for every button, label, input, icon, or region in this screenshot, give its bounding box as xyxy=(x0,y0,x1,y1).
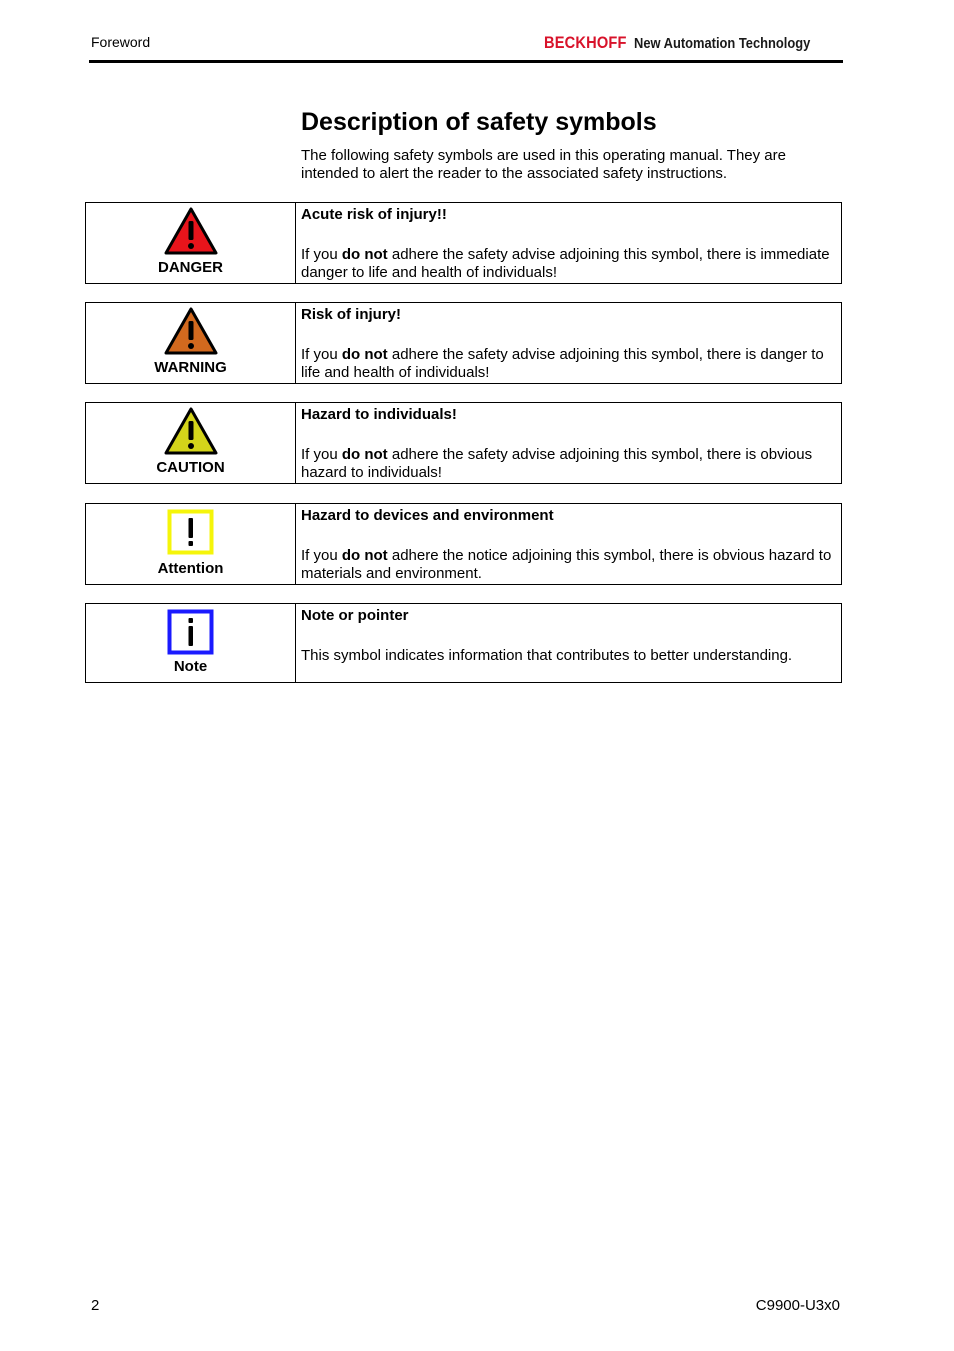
description-cell xyxy=(296,203,841,283)
info-box-icon xyxy=(167,608,215,656)
description-cell xyxy=(296,604,841,682)
description-cell xyxy=(296,303,841,383)
symbol-label: CAUTION xyxy=(156,459,225,476)
symbol-cell xyxy=(86,203,296,283)
symbol-row-warning xyxy=(85,302,842,384)
page-title: Description of safety symbols xyxy=(301,108,657,136)
caution-triangle-icon xyxy=(164,407,218,455)
exclamation-box-icon xyxy=(167,508,215,556)
symbol-label: Attention xyxy=(157,560,224,577)
symbol-label: DANGER xyxy=(157,259,223,276)
brand-name: BECKHOFF xyxy=(544,33,627,52)
page-number: 2 xyxy=(91,1297,100,1314)
symbol-row-attention xyxy=(85,503,842,585)
header-section-title: Foreword xyxy=(91,34,151,50)
description-heading: Hazard to individuals! xyxy=(301,406,457,423)
description-text: If you do not adhere the safety advise adjoining this symbol, there is obvious hazard to individuals! xyxy=(301,446,813,481)
intro-paragraph: The following safety symbols are used in this operating manual. They are intended to alert the reader to the associated safety instructions. xyxy=(301,147,786,182)
document-id: C9900-U3x0 xyxy=(755,1297,840,1314)
warning-triangle-icon xyxy=(164,307,218,355)
description-text: If you do not adhere the safety advise adjoining this symbol, there is immediate danger to life and health of individuals! xyxy=(301,246,830,281)
symbol-label: WARNING xyxy=(154,359,227,376)
symbol-row-danger xyxy=(85,202,842,284)
description-heading: Acute risk of injury!! xyxy=(301,206,447,223)
symbol-row-caution xyxy=(85,402,842,484)
symbol-row-note xyxy=(85,603,842,683)
danger-warning-triangle-icon xyxy=(164,207,218,255)
symbol-cell xyxy=(86,604,296,682)
symbol-cell xyxy=(86,403,296,483)
brand-logo xyxy=(544,33,839,54)
description-text: If you do not adhere the safety advise adjoining this symbol, there is danger to life and health of individuals! xyxy=(301,346,824,381)
description-cell xyxy=(296,504,841,584)
symbol-label: Note xyxy=(173,658,208,675)
description-text: This symbol indicates information that contributes to better understanding. xyxy=(301,647,793,664)
description-text: If you do not adhere the notice adjoining this symbol, there is obvious hazard to materials and environment. xyxy=(301,547,832,582)
symbol-cell xyxy=(86,303,296,383)
symbol-cell xyxy=(86,504,296,584)
brand-tagline: New Automation Technology xyxy=(634,35,811,52)
header-divider xyxy=(89,60,843,63)
description-heading: Risk of injury! xyxy=(301,306,402,323)
description-heading: Note or pointer xyxy=(301,607,409,624)
description-cell xyxy=(296,403,841,483)
description-heading: Hazard to devices and environment xyxy=(301,507,554,524)
